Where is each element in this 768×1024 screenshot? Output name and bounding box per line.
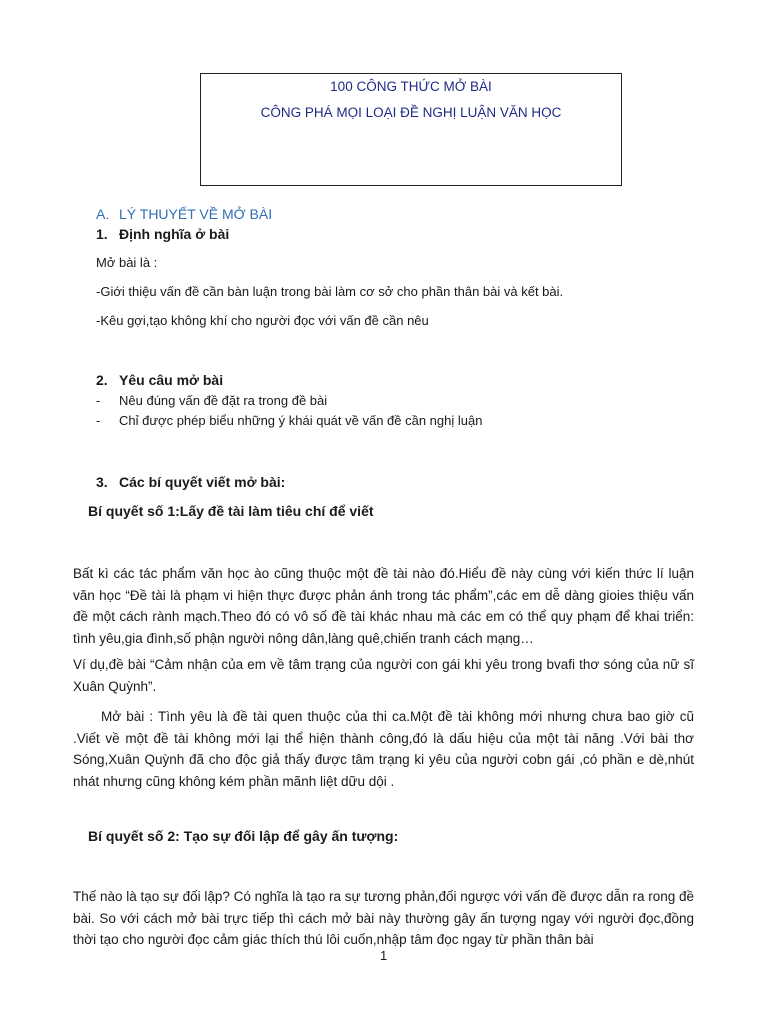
bullet-dash: - [96, 413, 101, 428]
item2-heading: Yêu câu mở bài [119, 372, 224, 388]
item3-heading: Các bí quyết viết mở bài: [119, 474, 286, 490]
bullet-item: Chỉ được phép biểu những ý khái quát về vấn đề cần nghị luận [119, 413, 483, 428]
secret1-heading: Bí quyết số 1:Lấy đề tài làm tiêu chí để viết [88, 503, 374, 519]
document-title: 100 CÔNG THỨC MỞ BÀI [330, 79, 492, 94]
bullet-dash: - [96, 393, 101, 408]
definition-line-2: -Kêu gợi,tạo không khí cho người đọc với vấn đề cần nêu [96, 313, 429, 328]
bullet-item: Nêu đúng vấn đề đặt ra trong đề bài [119, 393, 328, 408]
item1-heading: Định nghĩa ở bài [119, 226, 230, 242]
item1-marker: 1. [96, 226, 108, 242]
item2-marker: 2. [96, 372, 108, 388]
page-number: 1 [380, 948, 388, 963]
definition-line-1: -Giới thiệu vấn đề cần bàn luận trong bài làm cơ sở cho phần thân bài và kết bài. [96, 284, 564, 299]
secret1-paragraph-2: Ví dụ,đề bài “Cảm nhận của em về tâm trạng của người con gái khi yêu trong bvafi thơ sóng của nữ sĩ Xuân Quỳnh”. [73, 657, 694, 694]
secret2-heading: Bí quyết số 2: Tạo sự đối lập để gây ấn tượng: [88, 828, 399, 844]
section-a-marker: A. [96, 206, 110, 222]
section-a-heading: LÝ THUYẾT VỀ MỞ BÀI [119, 206, 273, 222]
title-box [200, 73, 622, 186]
definition-intro: Mở bài là : [96, 255, 158, 270]
secret1-paragraph-1: Bất kì các tác phẩm văn học ào cũng thuộc một đề tài nào đó.Hiểu đề này cùng với kiến thức lí luận văn học “Đề tài là phạm vi hiện thực được phản ánh trong tác phẩm”,các em dễ dàng gioies thiệu vấn đề một cách rành mạch.Theo đó có vô số đề tài khác nhau mà các em có thể quy phạm để khai triển: tình yêu,gia đình,số phận người nông dân,làng quê,chiến tranh cách mạng… [73, 566, 694, 646]
secret2-paragraph-1: Thế nào là tạo sự đối lập? Có nghĩa là tạo ra sự tương phản,đối ngược với vấn đề được dẫn ra rong đề bài. So với cách mở bài trực tiếp thì cách mở bài này thường gây ấn tượng ngay với người đọc,đồng thời tạo cho người đọc cảm giác thích thú lôi cuốn,nhập tâm đọc ngay từ phần thân bài [73, 889, 694, 947]
secret1-paragraph-3: Mở bài : Tình yêu là đề tài quen thuộc của thi ca.Một đề tài không mới nhưng chưa bao giờ cũ .Viết về một đề tài không mới lại thể hiện thành công,đó là dấu hiệu của một tài năng .Với bài thơ Sóng,Xuân Quỳnh đã cho độc giả thấy được tâm trạng ki yêu của người cobn gái ,có phần e dè,nhút nhát nhưng cũng không kém phần mãnh liệt dữu dội . [73, 709, 694, 789]
document-subtitle: CÔNG PHÁ MỌI LOẠI ĐỀ NGHỊ LUẬN VĂN HỌC [260, 105, 562, 120]
item3-marker: 3. [96, 474, 108, 490]
